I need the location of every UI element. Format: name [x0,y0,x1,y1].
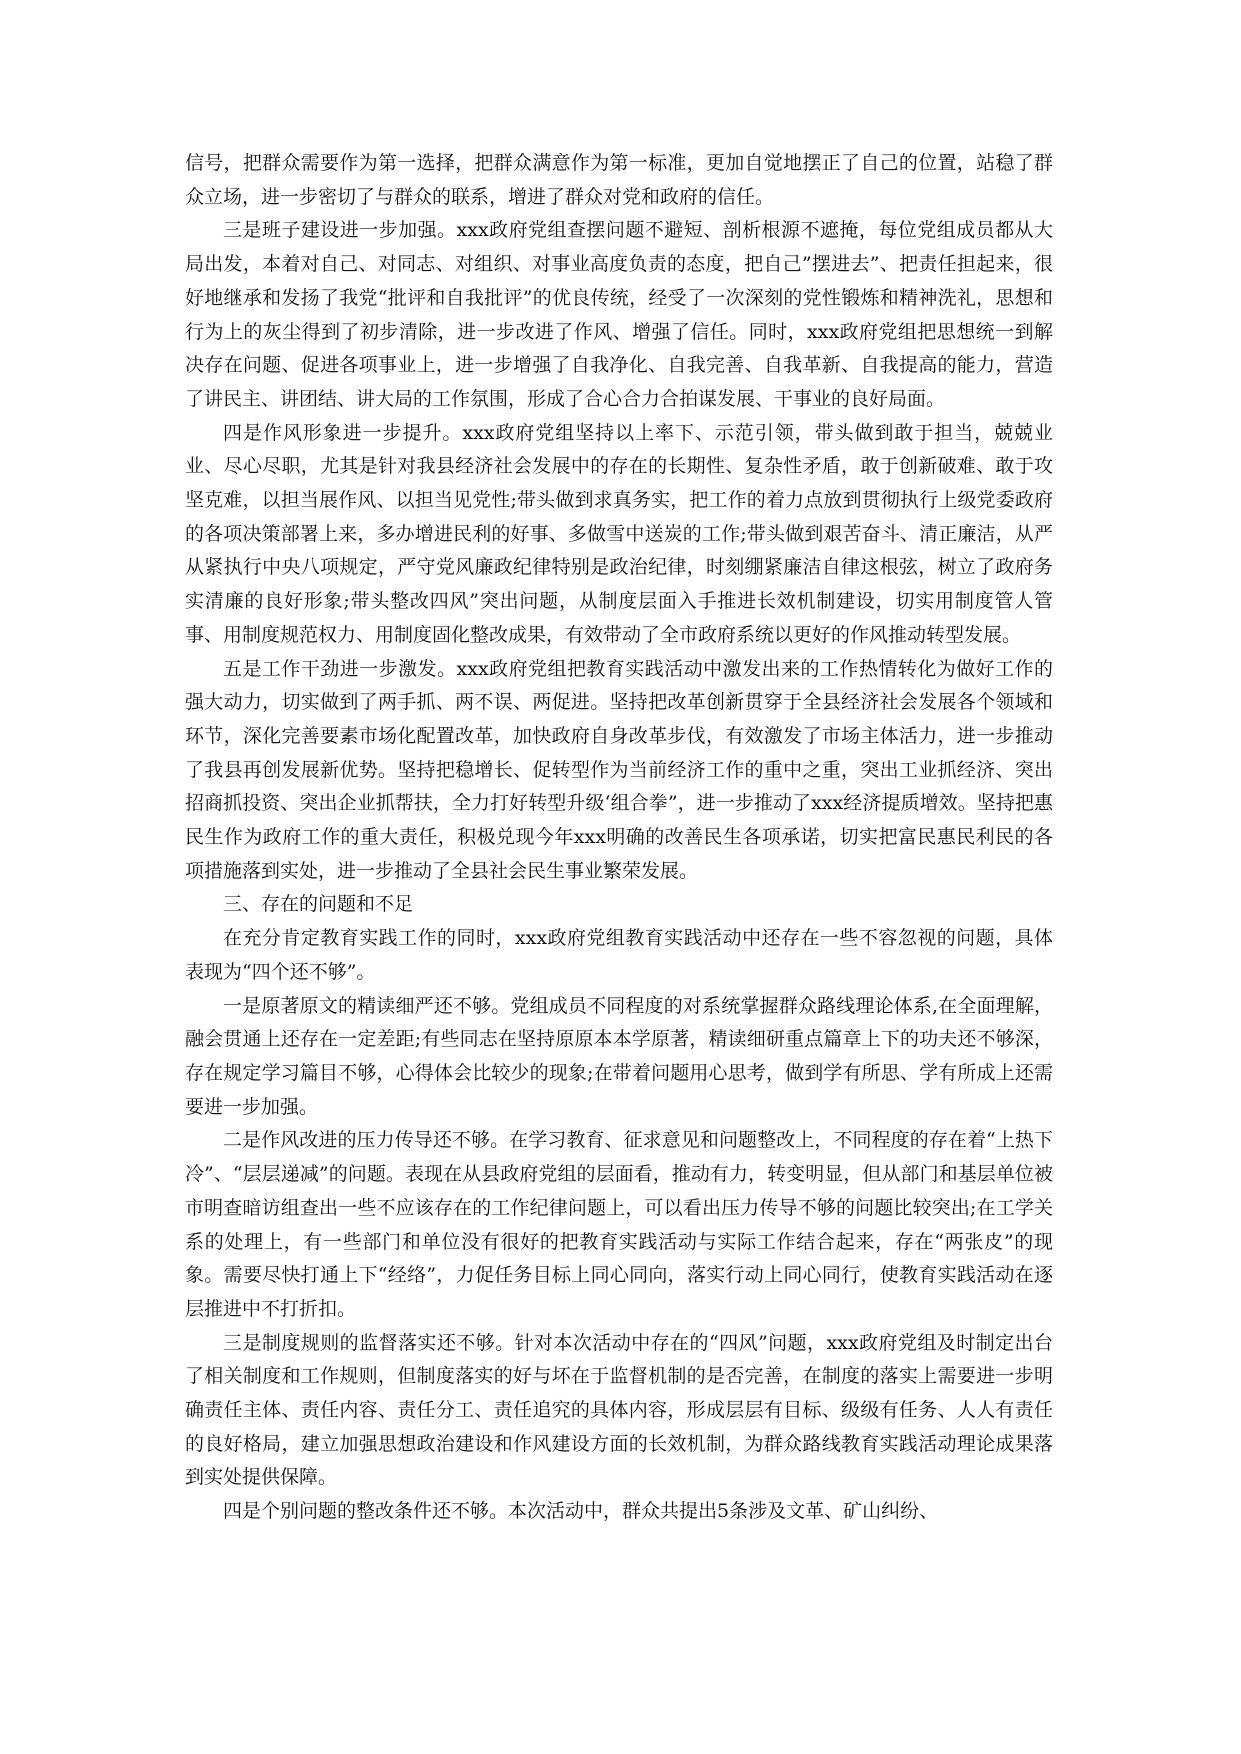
paragraph-team-building: 三是班子建设进一步加强。xxx政府党组查摆问题不避短、剖析根源不遮掩，每位党组成员都从大局出发，本着对自己、对同志、对组织、对事业高度负责的态度，把自己”摆进去”、把责任担起来，很好地继承和发扬了我党“批评和自我批评”的优良传统，经受了一次深刻的党性锻炼和精神洗礼，思想和行为上的灰尘得到了初步清除，进一步改进了作风、增强了信任。同时，xxx政府党组把思想统一到解决存在问题、促进各项事业上，进一步增强了自我净化、自我完善、自我革新、自我提高的能力，营造了讲民主、讲团结、讲大局的工作氛围，形成了合心合力合拍谋发展、干事业的良好局面。 [185,219,1053,410]
paragraph-problem-two: 二是作风改进的压力传导还不够。在学习教育、征求意见和问题整改上，不同程度的存在着“上热下冷”、“层层递减”的问题。表现在从县政府党组的层面看，推动有力，转变明显，但从部门和基层单位被市明查暗访组查出一些不应该存在的工作纪律问题上，可以看出压力传导不够的问题比较突出;在工学关系的处理上，有一些部门和单位没有很好的把教育实践活动与实际工作结合起来，存在“两张皮”的现象。需要尽快打通上下“经络”，力促任务目标上同心同向，落实行动上同心同行，使教育实践活动在逐层推进中不打折扣。 [185,1129,1053,1320]
paragraph-work-motivation: 五是工作干劲进一步激发。xxx政府党组把教育实践活动中激发出来的工作热情转化为做好工作的强大动力，切实做到了两手抓、两不误、两促进。坚持把改革创新贯穿于全县经济社会发展各个领域和环节，深化完善要素市场化配置改革，加快政府自身改革步伐，有效激发了市场主体活力，进一步推动了我县再创发展新优势。坚持把稳增长、促转型作为当前经济工作的重中之重，突出工业抓经济、突出招商抓投资、突出企业抓帮扶，全力打好转型升级‘组合拳”，进一步推动了xxx经济提质增效。坚持把惠民生作为政府工作的重大责任，积极兑现今年xxx明确的改善民生各项承诺，切实把富民惠民利民的各项措施落到实处，进一步推动了全县社会民生事业繁荣发展。 [185,657,1053,882]
paragraph-problem-three: 三是制度规则的监督落实还不够。针对本次活动中存在的“四风”问题，xxx政府党组及时制定出台了相关制度和工作规则，但制度落实的好与坏在于监督机制的是否完善，在制度的落实上需要进一步明确责任主体、责任内容、责任分工、责任追究的具体内容，形成层层有目标、级级有任务、人人有责任的良好格局，建立加强思想政治建设和作风建设方面的长效机制，为群众路线教育实践活动理论成果落到实处提供保障。 [185,1331,1053,1489]
paragraph-problem-one: 一是原著原文的精读细严还不够。党组成员不同程度的对系统掌握群众路线理论体系,在全面理解，融会贯通上还存在一定差距;有些同志在坚持原原本本学原著，精读细研重点篇章上下的功夫还不够深，存在规定学习篇目不够，心得体会比较少的现象;在带着问题用心思考，做到学有所思、学有所成上还需要进一步加强。 [185,994,1053,1118]
paragraph-problem-four: 四是个别问题的整改条件还不够。本次活动中，群众共提出5条涉及文革、矿山纠纷、 [223,1500,939,1523]
section-heading-problems: 三、存在的问题和不足 [223,893,414,916]
paragraph-continuation: 信号，把群众需要作为第一选择，把群众满意作为第一标准，更加自觉地摆正了自己的位置，站稳了群众立场，进一步密切了与群众的联系，增进了群众对党和政府的信任。 [185,152,1053,208]
paragraph-problems-intro: 在充分肯定教育实践工作的同时，xxx政府党组教育实践活动中还存在一些不容忽视的问题，具体表现为“四个还不够”。 [185,927,1053,983]
paragraph-work-style: 四是作风形象进一步提升。xxx政府党组坚持以上率下、示范引领，带头做到敢于担当，兢兢业业、尽心尽职，尤其是针对我县经济社会发展中的存在的长期性、复杂性矛盾，敢于创新破难、敢于攻坚克难，以担当展作风、以担当见党性;带头做到求真务实，把工作的着力点放到贯彻执行上级党委政府的各项决策部署上来，多办增进民利的好事、多做雪中送炭的工作;带头做到艰苦奋斗、清正廉洁，从严从紧执行中央八项规定，严守党风廉政纪律特别是政治纪律，时刻绷紧廉洁自律这根弦，树立了政府务实清廉的良好形象;带头整改四风”突出问题，从制度层面入手推进长效机制建设，切实用制度管人管事、用制度规范权力、用制度固化整改成果，有效带动了全市政府系统以更好的作风推动转型发展。 [185,421,1053,646]
document-page [185,147,1053,1529]
